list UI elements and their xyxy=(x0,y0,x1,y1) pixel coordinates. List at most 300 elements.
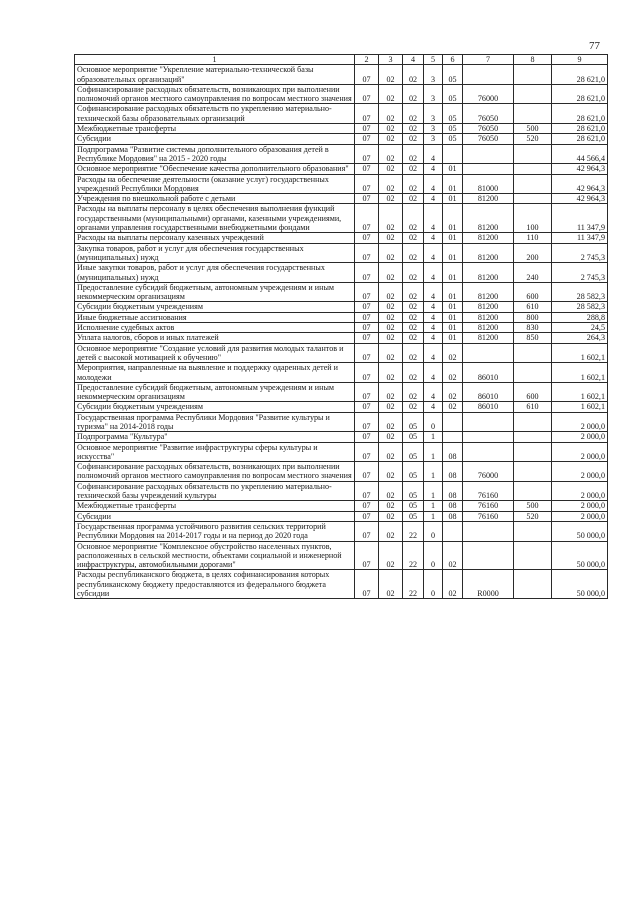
program-code-cell: 05 xyxy=(403,511,424,521)
subsection-code-cell: 02 xyxy=(379,501,403,511)
subprogram-code-cell: 4 xyxy=(424,233,443,243)
subsection-code-cell: 02 xyxy=(379,363,403,383)
expense-type-code-cell: 520 xyxy=(514,511,552,521)
subprogram-code-cell: 4 xyxy=(424,144,443,164)
header-cell: 7 xyxy=(463,55,514,65)
amount-cell: 44 566,4 xyxy=(552,144,608,164)
section-code-cell: 07 xyxy=(355,174,379,194)
table-row xyxy=(75,511,608,521)
subprogram-code-cell: 4 xyxy=(424,282,443,302)
direction-code-cell: 81200 xyxy=(463,194,514,204)
event-code-cell xyxy=(443,432,463,442)
section-code-cell: 07 xyxy=(355,402,379,412)
event-code-cell: 02 xyxy=(443,570,463,599)
program-code-cell: 02 xyxy=(403,382,424,402)
subsection-code-cell: 02 xyxy=(379,323,403,333)
expense-type-code-cell xyxy=(514,521,552,541)
subprogram-code-cell: 4 xyxy=(424,263,443,283)
direction-code-cell: 76160 xyxy=(463,481,514,501)
subsection-code-cell: 02 xyxy=(379,343,403,363)
event-code-cell: 01 xyxy=(443,263,463,283)
direction-code-cell: 81200 xyxy=(463,282,514,302)
direction-code-cell xyxy=(463,144,514,164)
subprogram-code-cell: 4 xyxy=(424,312,443,322)
expense-type-code-cell xyxy=(514,412,552,432)
program-code-cell: 02 xyxy=(403,343,424,363)
amount-cell: 11 347,9 xyxy=(552,233,608,243)
expense-type-code-cell xyxy=(514,65,552,85)
program-code-cell: 02 xyxy=(403,323,424,333)
section-code-cell: 07 xyxy=(355,194,379,204)
direction-code-cell xyxy=(463,164,514,174)
item-name-cell: Основное мероприятие "Обеспечение качества дополнительного образования" xyxy=(75,164,355,174)
event-code-cell: 02 xyxy=(443,402,463,412)
item-name-cell: Субсидии бюджетным учреждениям xyxy=(75,402,355,412)
expense-type-code-cell xyxy=(514,481,552,501)
table-row xyxy=(75,302,608,312)
item-name-cell: Основное мероприятие "Развитие инфраструктуры сферы культуры и искусства" xyxy=(75,442,355,462)
subsection-code-cell: 02 xyxy=(379,462,403,482)
direction-code-cell: 81200 xyxy=(463,233,514,243)
event-code-cell: 01 xyxy=(443,164,463,174)
section-code-cell: 07 xyxy=(355,144,379,164)
expense-type-code-cell: 600 xyxy=(514,282,552,302)
expense-type-code-cell: 500 xyxy=(514,501,552,511)
program-code-cell: 02 xyxy=(403,363,424,383)
section-code-cell: 07 xyxy=(355,124,379,134)
event-code-cell: 02 xyxy=(443,541,463,570)
item-name-cell: Подпрограмма "Культура" xyxy=(75,432,355,442)
subprogram-code-cell: 1 xyxy=(424,511,443,521)
event-code-cell: 01 xyxy=(443,204,463,233)
subprogram-code-cell: 4 xyxy=(424,402,443,412)
subprogram-code-cell: 1 xyxy=(424,432,443,442)
table-row xyxy=(75,363,608,383)
event-code-cell xyxy=(443,412,463,432)
header-cell: 3 xyxy=(379,55,403,65)
item-name-cell: Субсидии бюджетным учреждениям xyxy=(75,302,355,312)
subsection-code-cell: 02 xyxy=(379,164,403,174)
table-row xyxy=(75,442,608,462)
subsection-code-cell: 02 xyxy=(379,65,403,85)
direction-code-cell: 86010 xyxy=(463,382,514,402)
direction-code-cell: 76050 xyxy=(463,124,514,134)
direction-code-cell: 76160 xyxy=(463,511,514,521)
table-row xyxy=(75,194,608,204)
expense-type-code-cell xyxy=(514,164,552,174)
section-code-cell: 07 xyxy=(355,312,379,322)
expense-type-code-cell: 110 xyxy=(514,233,552,243)
item-name-cell: Предоставление субсидий бюджетным, автономным учреждениям и иным некоммерческим организациям xyxy=(75,282,355,302)
section-code-cell: 07 xyxy=(355,263,379,283)
event-code-cell: 01 xyxy=(443,243,463,263)
budget-table xyxy=(74,54,608,599)
amount-cell: 28 621,0 xyxy=(552,134,608,144)
expense-type-code-cell xyxy=(514,363,552,383)
expense-type-code-cell: 200 xyxy=(514,243,552,263)
program-code-cell: 05 xyxy=(403,501,424,511)
subprogram-code-cell: 3 xyxy=(424,124,443,134)
table-row xyxy=(75,481,608,501)
table-row xyxy=(75,402,608,412)
amount-cell: 11 347,9 xyxy=(552,204,608,233)
section-code-cell: 07 xyxy=(355,104,379,124)
event-code-cell: 01 xyxy=(443,233,463,243)
subprogram-code-cell: 4 xyxy=(424,302,443,312)
subsection-code-cell: 02 xyxy=(379,412,403,432)
item-name-cell: Расходы на обеспечение деятельности (оказание услуг) государственных учреждений Республики Мордовия xyxy=(75,174,355,194)
direction-code-cell xyxy=(463,541,514,570)
section-code-cell: 07 xyxy=(355,412,379,432)
event-code-cell: 01 xyxy=(443,174,463,194)
expense-type-code-cell: 850 xyxy=(514,333,552,343)
subprogram-code-cell: 0 xyxy=(424,412,443,432)
direction-code-cell xyxy=(463,343,514,363)
amount-cell: 1 602,1 xyxy=(552,363,608,383)
section-code-cell: 07 xyxy=(355,462,379,482)
amount-cell: 2 000,0 xyxy=(552,432,608,442)
direction-code-cell xyxy=(463,521,514,541)
subsection-code-cell: 02 xyxy=(379,442,403,462)
item-name-cell: Основное мероприятие "Укрепление материально-технической базы образовательных организаций" xyxy=(75,65,355,85)
subprogram-code-cell: 1 xyxy=(424,501,443,511)
subprogram-code-cell: 4 xyxy=(424,382,443,402)
item-name-cell: Государственная программа Республики Мордовия "Развитие культуры и туризма" на 2014-2018 годы xyxy=(75,412,355,432)
amount-cell: 2 000,0 xyxy=(552,511,608,521)
table-row xyxy=(75,343,608,363)
subprogram-code-cell: 3 xyxy=(424,84,443,104)
program-code-cell: 02 xyxy=(403,204,424,233)
subprogram-code-cell: 4 xyxy=(424,323,443,333)
header-cell: 2 xyxy=(355,55,379,65)
item-name-cell: Субсидии xyxy=(75,134,355,144)
expense-type-code-cell xyxy=(514,104,552,124)
direction-code-cell: 86010 xyxy=(463,363,514,383)
subsection-code-cell: 02 xyxy=(379,302,403,312)
section-code-cell: 07 xyxy=(355,442,379,462)
subsection-code-cell: 02 xyxy=(379,333,403,343)
item-name-cell: Основное мероприятие "Комплексное обустройство населенных пунктов, расположенных в сельской местности, объектами социальной и инженерной инфраструктуры, автомобильными дорогами" xyxy=(75,541,355,570)
subsection-code-cell: 02 xyxy=(379,481,403,501)
event-code-cell: 05 xyxy=(443,84,463,104)
direction-code-cell: 81200 xyxy=(463,263,514,283)
expense-type-code-cell xyxy=(514,570,552,599)
subprogram-code-cell: 4 xyxy=(424,164,443,174)
expense-type-code-cell: 520 xyxy=(514,134,552,144)
event-code-cell xyxy=(443,521,463,541)
program-code-cell: 22 xyxy=(403,570,424,599)
event-code-cell: 01 xyxy=(443,194,463,204)
direction-code-cell xyxy=(463,432,514,442)
section-code-cell: 07 xyxy=(355,164,379,174)
section-code-cell: 07 xyxy=(355,570,379,599)
direction-code-cell: 76000 xyxy=(463,462,514,482)
item-name-cell: Учреждения по внешкольной работе с детьми xyxy=(75,194,355,204)
table-row xyxy=(75,312,608,322)
program-code-cell: 05 xyxy=(403,481,424,501)
table-row xyxy=(75,323,608,333)
program-code-cell: 02 xyxy=(403,312,424,322)
expense-type-code-cell xyxy=(514,343,552,363)
table-row xyxy=(75,204,608,233)
table-row xyxy=(75,333,608,343)
subprogram-code-cell: 1 xyxy=(424,481,443,501)
program-code-cell: 02 xyxy=(403,333,424,343)
program-code-cell: 02 xyxy=(403,104,424,124)
event-code-cell: 05 xyxy=(443,65,463,85)
subprogram-code-cell: 4 xyxy=(424,243,443,263)
subprogram-code-cell: 4 xyxy=(424,343,443,363)
table-row xyxy=(75,462,608,482)
event-code-cell: 01 xyxy=(443,333,463,343)
item-name-cell: Расходы республиканского бюджета, в целях софинансирования которых республиканскому бюджету предоставляются из федерального бюджета субсидии xyxy=(75,570,355,599)
section-code-cell: 07 xyxy=(355,432,379,442)
amount-cell: 264,3 xyxy=(552,333,608,343)
subprogram-code-cell: 4 xyxy=(424,363,443,383)
section-code-cell: 07 xyxy=(355,382,379,402)
table-row xyxy=(75,233,608,243)
subsection-code-cell: 02 xyxy=(379,570,403,599)
section-code-cell: 07 xyxy=(355,521,379,541)
table-row xyxy=(75,412,608,432)
event-code-cell xyxy=(443,144,463,164)
expense-type-code-cell xyxy=(514,194,552,204)
table-row xyxy=(75,104,608,124)
table-row xyxy=(75,124,608,134)
amount-cell: 28 582,3 xyxy=(552,302,608,312)
amount-cell: 2 745,3 xyxy=(552,263,608,283)
direction-code-cell: 81200 xyxy=(463,243,514,263)
event-code-cell: 02 xyxy=(443,343,463,363)
table-row xyxy=(75,243,608,263)
table-row xyxy=(75,521,608,541)
table-row xyxy=(75,65,608,85)
program-code-cell: 02 xyxy=(403,243,424,263)
subsection-code-cell: 02 xyxy=(379,511,403,521)
program-code-cell: 02 xyxy=(403,174,424,194)
subsection-code-cell: 02 xyxy=(379,282,403,302)
item-name-cell: Предоставление субсидий бюджетным, автономным учреждениям и иным некоммерческим организациям xyxy=(75,382,355,402)
direction-code-cell: 76050 xyxy=(463,104,514,124)
program-code-cell: 02 xyxy=(403,194,424,204)
subsection-code-cell: 02 xyxy=(379,402,403,412)
subprogram-code-cell: 0 xyxy=(424,521,443,541)
direction-code-cell: R0000 xyxy=(463,570,514,599)
amount-cell: 28 582,3 xyxy=(552,282,608,302)
header-cell: 1 xyxy=(75,55,355,65)
table-row xyxy=(75,382,608,402)
table-row xyxy=(75,144,608,164)
subprogram-code-cell: 0 xyxy=(424,541,443,570)
amount-cell: 42 964,3 xyxy=(552,174,608,194)
subsection-code-cell: 02 xyxy=(379,233,403,243)
amount-cell: 50 000,0 xyxy=(552,541,608,570)
table-row xyxy=(75,84,608,104)
direction-code-cell: 81200 xyxy=(463,333,514,343)
expense-type-code-cell: 830 xyxy=(514,323,552,333)
amount-cell: 2 000,0 xyxy=(552,442,608,462)
table-row xyxy=(75,263,608,283)
program-code-cell: 05 xyxy=(403,432,424,442)
direction-code-cell: 76050 xyxy=(463,134,514,144)
event-code-cell: 08 xyxy=(443,481,463,501)
direction-code-cell xyxy=(463,65,514,85)
event-code-cell: 02 xyxy=(443,382,463,402)
amount-cell: 2 000,0 xyxy=(552,501,608,511)
header-cell: 6 xyxy=(443,55,463,65)
amount-cell: 1 602,1 xyxy=(552,382,608,402)
amount-cell: 50 000,0 xyxy=(552,570,608,599)
event-code-cell: 05 xyxy=(443,134,463,144)
table-row xyxy=(75,432,608,442)
section-code-cell: 07 xyxy=(355,481,379,501)
amount-cell: 2 745,3 xyxy=(552,243,608,263)
amount-cell: 28 621,0 xyxy=(552,65,608,85)
direction-code-cell: 86010 xyxy=(463,402,514,412)
amount-cell: 28 621,0 xyxy=(552,104,608,124)
item-name-cell: Основное мероприятие "Создание условий для развития молодых талантов и детей с высокой мотивацией к обучению" xyxy=(75,343,355,363)
section-code-cell: 07 xyxy=(355,302,379,312)
program-code-cell: 02 xyxy=(403,302,424,312)
table-row xyxy=(75,134,608,144)
program-code-cell: 02 xyxy=(403,144,424,164)
subprogram-code-cell: 3 xyxy=(424,134,443,144)
item-name-cell: Иные закупки товаров, работ и услуг для обеспечения государственных (муниципальных) нужд xyxy=(75,263,355,283)
subprogram-code-cell: 1 xyxy=(424,442,443,462)
expense-type-code-cell xyxy=(514,462,552,482)
section-code-cell: 07 xyxy=(355,343,379,363)
subsection-code-cell: 02 xyxy=(379,432,403,442)
program-code-cell: 02 xyxy=(403,134,424,144)
expense-type-code-cell: 800 xyxy=(514,312,552,322)
amount-cell: 1 602,1 xyxy=(552,402,608,412)
expense-type-code-cell: 240 xyxy=(514,263,552,283)
subsection-code-cell: 02 xyxy=(379,243,403,263)
section-code-cell: 07 xyxy=(355,541,379,570)
item-name-cell: Подпрограмма "Развитие системы дополнительного образования детей в Республике Мордовия" на 2015 - 2020 годы xyxy=(75,144,355,164)
item-name-cell: Субсидии xyxy=(75,511,355,521)
subprogram-code-cell: 4 xyxy=(424,204,443,233)
direction-code-cell xyxy=(463,442,514,462)
item-name-cell: Уплата налогов, сборов и иных платежей xyxy=(75,333,355,343)
direction-code-cell: 81200 xyxy=(463,323,514,333)
section-code-cell: 07 xyxy=(355,65,379,85)
subsection-code-cell: 02 xyxy=(379,382,403,402)
amount-cell: 28 621,0 xyxy=(552,84,608,104)
section-code-cell: 07 xyxy=(355,243,379,263)
subprogram-code-cell: 3 xyxy=(424,104,443,124)
direction-code-cell: 76160 xyxy=(463,501,514,511)
event-code-cell: 01 xyxy=(443,323,463,333)
amount-cell: 2 000,0 xyxy=(552,481,608,501)
direction-code-cell: 81200 xyxy=(463,312,514,322)
expense-type-code-cell xyxy=(514,432,552,442)
header-cell: 8 xyxy=(514,55,552,65)
subprogram-code-cell: 1 xyxy=(424,462,443,482)
table-row xyxy=(75,570,608,599)
event-code-cell: 08 xyxy=(443,462,463,482)
subsection-code-cell: 02 xyxy=(379,312,403,322)
subsection-code-cell: 02 xyxy=(379,174,403,194)
item-name-cell: Софинансирование расходных обязательств по укреплению материально-технической базы учреждений культуры xyxy=(75,481,355,501)
expense-type-code-cell: 610 xyxy=(514,302,552,312)
item-name-cell: Мероприятия, направленные на выявление и поддержку одаренных детей и молодежи xyxy=(75,363,355,383)
expense-type-code-cell xyxy=(514,174,552,194)
event-code-cell: 05 xyxy=(443,104,463,124)
event-code-cell: 01 xyxy=(443,302,463,312)
section-code-cell: 07 xyxy=(355,282,379,302)
program-code-cell: 22 xyxy=(403,521,424,541)
event-code-cell: 08 xyxy=(443,511,463,521)
section-code-cell: 07 xyxy=(355,233,379,243)
amount-cell: 2 000,0 xyxy=(552,412,608,432)
subprogram-code-cell: 4 xyxy=(424,174,443,194)
expense-type-code-cell xyxy=(514,541,552,570)
event-code-cell: 08 xyxy=(443,501,463,511)
section-code-cell: 07 xyxy=(355,134,379,144)
table-row xyxy=(75,282,608,302)
section-code-cell: 07 xyxy=(355,204,379,233)
expense-type-code-cell: 100 xyxy=(514,204,552,233)
amount-cell: 42 964,3 xyxy=(552,164,608,174)
item-name-cell: Межбюджетные трансферты xyxy=(75,501,355,511)
program-code-cell: 22 xyxy=(403,541,424,570)
table-row xyxy=(75,164,608,174)
expense-type-code-cell: 610 xyxy=(514,402,552,412)
program-code-cell: 05 xyxy=(403,442,424,462)
section-code-cell: 07 xyxy=(355,363,379,383)
subsection-code-cell: 02 xyxy=(379,194,403,204)
subsection-code-cell: 02 xyxy=(379,134,403,144)
direction-code-cell xyxy=(463,412,514,432)
subprogram-code-cell: 4 xyxy=(424,333,443,343)
section-code-cell: 07 xyxy=(355,511,379,521)
item-name-cell: Софинансирование расходных обязательств по укреплению материально-технической базы образовательных организаций xyxy=(75,104,355,124)
program-code-cell: 02 xyxy=(403,233,424,243)
expense-type-code-cell: 500 xyxy=(514,124,552,134)
program-code-cell: 02 xyxy=(403,402,424,412)
program-code-cell: 02 xyxy=(403,164,424,174)
event-code-cell: 02 xyxy=(443,363,463,383)
item-name-cell: Исполнение судебных актов xyxy=(75,323,355,333)
event-code-cell: 01 xyxy=(443,282,463,302)
event-code-cell: 08 xyxy=(443,442,463,462)
subsection-code-cell: 02 xyxy=(379,84,403,104)
item-name-cell: Иные бюджетные ассигнования xyxy=(75,312,355,322)
program-code-cell: 05 xyxy=(403,462,424,482)
item-name-cell: Закупка товаров, работ и услуг для обеспечения государственных (муниципальных) нужд xyxy=(75,243,355,263)
event-code-cell: 01 xyxy=(443,312,463,322)
item-name-cell: Расходы на выплаты персоналу в целях обеспечения выполнения функций государственными (муниципальными) органами, казенными учреждениями, органами управления государственными внебюджетными фондами xyxy=(75,204,355,233)
table-body xyxy=(75,65,608,599)
expense-type-code-cell xyxy=(514,84,552,104)
subprogram-code-cell: 4 xyxy=(424,194,443,204)
program-code-cell: 05 xyxy=(403,412,424,432)
subsection-code-cell: 02 xyxy=(379,124,403,134)
item-name-cell: Государственная программа устойчивого развития сельских территорий Республики Мордовия на 2014-2017 годы и на период до 2020 года xyxy=(75,521,355,541)
item-name-cell: Расходы на выплаты персоналу казенных учреждений xyxy=(75,233,355,243)
subsection-code-cell: 02 xyxy=(379,263,403,283)
subsection-code-cell: 02 xyxy=(379,204,403,233)
table-row xyxy=(75,174,608,194)
subsection-code-cell: 02 xyxy=(379,104,403,124)
program-code-cell: 02 xyxy=(403,263,424,283)
amount-cell: 288,8 xyxy=(552,312,608,322)
section-code-cell: 07 xyxy=(355,333,379,343)
table-row xyxy=(75,541,608,570)
amount-cell: 2 000,0 xyxy=(552,462,608,482)
header-cell: 5 xyxy=(424,55,443,65)
